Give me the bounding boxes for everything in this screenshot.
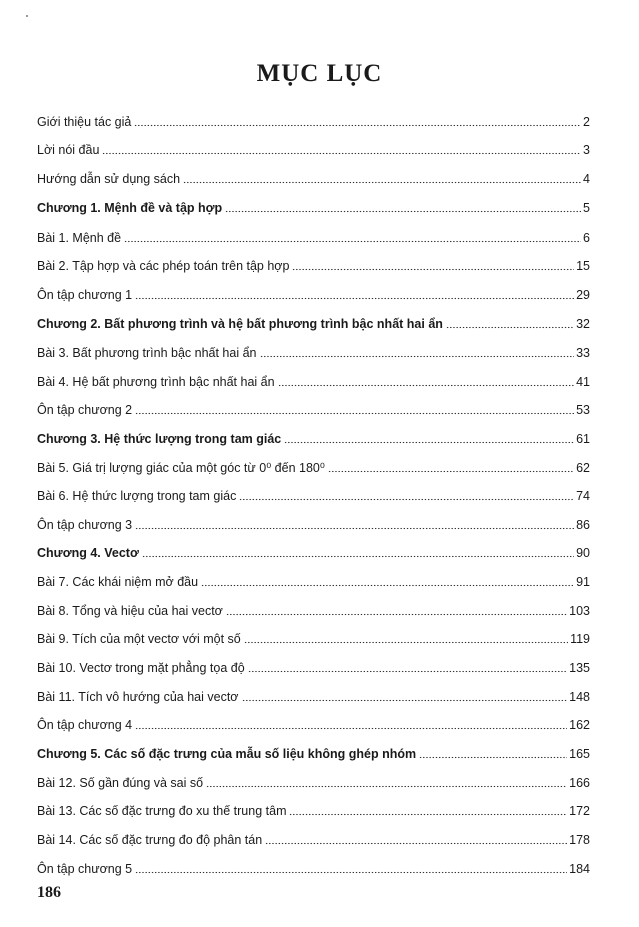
toc-entry-page: 3 (583, 143, 590, 157)
dot-leader (289, 813, 567, 816)
toc-entry-title: Bài 11. Tích vô hướng của hai vectơ (37, 690, 239, 704)
dot-leader (292, 268, 574, 271)
toc-entry (37, 456, 590, 476)
dot-leader (134, 124, 581, 127)
dot-leader (242, 699, 568, 702)
dot-leader (248, 670, 567, 673)
toc-entry-title: Chương 5. Các số đặc trưng của mẫu số liệu không ghép nhóm (37, 747, 417, 761)
toc-entry-title: Ôn tập chương 4 (37, 718, 133, 732)
dot-leader (226, 613, 567, 616)
toc-entry (37, 341, 590, 361)
toc-entry (37, 799, 590, 819)
toc-entry-title: Bài 6. Hệ thức lượng trong tam giác (37, 489, 237, 503)
dot-leader (102, 152, 581, 155)
toc-entry-title: Ôn tập chương 1 (37, 288, 133, 302)
toc-entry (37, 771, 590, 791)
toc-entry (37, 254, 590, 274)
toc-entry (37, 484, 590, 504)
toc-entry-page: 5 (583, 201, 590, 215)
toc-entry (37, 370, 590, 390)
toc-chapter-entry (37, 541, 590, 561)
dot-leader (244, 641, 568, 644)
toc-entry (37, 138, 590, 158)
toc-entry (37, 656, 590, 676)
toc-entry-title: Lời nói đầu (37, 143, 100, 157)
toc-entry-page: 162 (569, 718, 590, 732)
toc-entry-page: 41 (576, 375, 590, 389)
toc-entry-title: Bài 2. Tập hợp và các phép toán trên tập hợp (37, 259, 290, 273)
toc-entry-title: Bài 13. Các số đặc trưng đo xu thế trung tâm (37, 804, 287, 818)
toc-entry (37, 685, 590, 705)
toc-entry-page: 172 (569, 804, 590, 818)
dot-leader (135, 871, 567, 874)
dot-leader (135, 412, 574, 415)
toc-entry-page: 91 (576, 575, 590, 589)
toc-entry-page: 86 (576, 518, 590, 532)
dot-leader (278, 384, 575, 387)
toc-entry-title: Chương 4. Vectơ (37, 546, 139, 560)
footer-page-number: 186 (37, 884, 61, 901)
dot-leader (265, 842, 567, 845)
toc-entry-title: Bài 12. Số gần đúng và sai số (37, 776, 204, 790)
toc-entry-page: 4 (583, 172, 590, 186)
toc-entry-title: Chương 1. Mệnh đề và tập hợp (37, 201, 223, 215)
dot-leader (419, 756, 567, 759)
toc-entry (37, 226, 590, 246)
toc-entry (37, 627, 590, 647)
toc-entry-title: Bài 5. Giá trị lượng giác của một góc từ 0⁰ đến 180⁰ (37, 461, 325, 475)
toc-entry-page: 148 (569, 690, 590, 704)
toc-entry-page: 6 (583, 231, 590, 245)
toc-entry (37, 713, 590, 733)
dot-leader (124, 240, 581, 243)
dot-leader (260, 355, 575, 358)
toc-entry-title: Chương 3. Hệ thức lượng trong tam giác (37, 432, 282, 446)
toc-entry-title: Bài 8. Tổng và hiệu của hai vectơ (37, 604, 223, 618)
dot-leader (135, 527, 574, 530)
toc-entry-page: 62 (576, 461, 590, 475)
toc-entry (37, 283, 590, 303)
dot-leader (183, 181, 581, 184)
toc-entry-title: Bài 14. Các số đặc trưng đo độ phân tán (37, 833, 263, 847)
toc-entry-title: Ôn tập chương 2 (37, 403, 133, 417)
toc-entry-page: 184 (569, 862, 590, 876)
toc-entry (37, 398, 590, 418)
toc-chapter-entry (37, 196, 590, 216)
toc-entry (37, 570, 590, 590)
toc-entry-page: 15 (576, 259, 590, 273)
toc-entry-page: 33 (576, 346, 590, 360)
toc-entry-title: Chương 2. Bất phương trình và hệ bất phương trình bậc nhất hai ẩn (37, 317, 443, 331)
dot-leader (135, 727, 567, 730)
toc-entry-title: Ôn tập chương 3 (37, 518, 133, 532)
toc-chapter-entry (37, 312, 590, 332)
dot-leader (206, 785, 567, 788)
dot-leader (225, 210, 581, 213)
toc-entry (37, 513, 590, 533)
toc-entry-page: 103 (569, 604, 590, 618)
toc-entry-page: 29 (576, 288, 590, 302)
toc-entry (37, 167, 590, 187)
toc-entry-title: Bài 10. Vectơ trong mặt phẳng tọa độ (37, 661, 245, 675)
toc-entry-title: Bài 4. Hệ bất phương trình bậc nhất hai ẩn (37, 375, 275, 389)
toc-entry-title: Ôn tập chương 5 (37, 862, 133, 876)
toc-entry-page: 90 (576, 546, 590, 560)
toc-entry-title: Giới thiệu tác giả (37, 115, 132, 129)
toc-entry-title: Bài 1. Mệnh đề (37, 231, 122, 245)
toc-entry-title: Bài 3. Bất phương trình bậc nhất hai ẩn (37, 346, 257, 360)
toc-entry-page: 2 (583, 115, 590, 129)
toc-entry (37, 110, 590, 130)
toc-entry-page: 53 (576, 403, 590, 417)
toc-entry-page: 74 (576, 489, 590, 503)
toc-entry (37, 857, 590, 877)
toc-entry-title: Bài 9. Tích của một vectơ với một số (37, 632, 241, 646)
print-speck (26, 15, 28, 17)
dot-leader (284, 441, 574, 444)
toc-entry-page: 178 (569, 833, 590, 847)
toc-entry-page: 61 (576, 432, 590, 446)
toc-chapter-entry (37, 742, 590, 762)
toc-entry-page: 166 (569, 776, 590, 790)
toc-entry-page: 32 (576, 317, 590, 331)
dot-leader (142, 555, 574, 558)
dot-leader (328, 470, 574, 473)
dot-leader (135, 297, 574, 300)
toc-entry (37, 599, 590, 619)
page-title: MỤC LỤC (256, 60, 383, 87)
toc-entry-page: 135 (569, 661, 590, 675)
dot-leader (239, 498, 574, 501)
dot-leader (201, 584, 574, 587)
toc-entry (37, 828, 590, 848)
toc-entry-title: Bài 7. Các khái niệm mở đầu (37, 575, 199, 589)
toc-entry-title: Hướng dẫn sử dụng sách (37, 172, 181, 186)
dot-leader (446, 326, 574, 329)
toc-chapter-entry (37, 427, 590, 447)
toc-entry-page: 165 (569, 747, 590, 761)
toc-entry-page: 119 (570, 632, 590, 646)
